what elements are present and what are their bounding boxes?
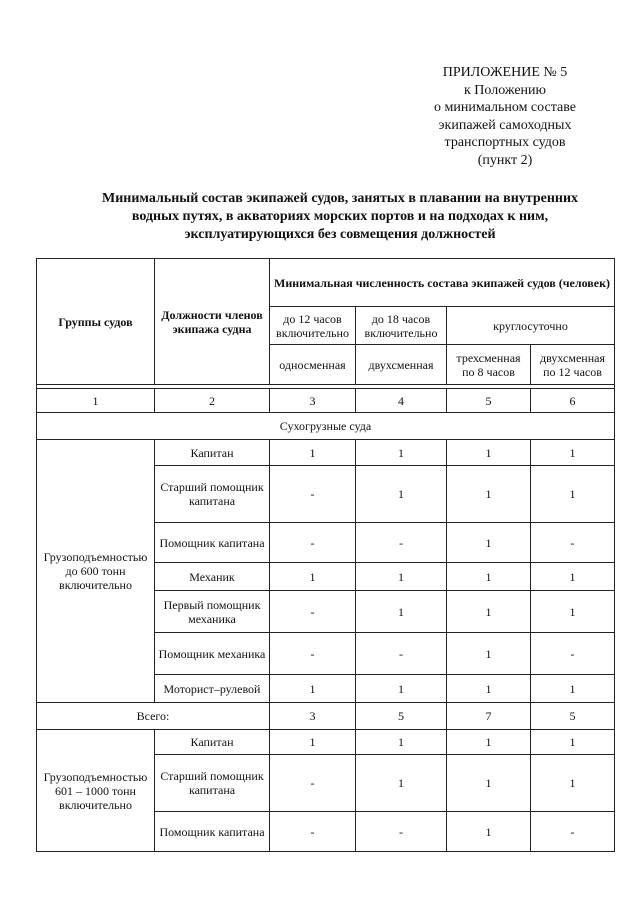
- position-cell: Механик: [155, 563, 270, 591]
- total-value: 3: [270, 703, 356, 730]
- header-round-clock: круглосуточно: [447, 307, 615, 345]
- header-positions: Должности членов экипажа судна: [155, 259, 270, 385]
- value-cell: -: [270, 812, 356, 852]
- value-cell: -: [531, 633, 615, 675]
- value-cell: 1: [531, 591, 615, 633]
- value-cell: -: [531, 812, 615, 852]
- header-double-shift: двухсменная: [356, 345, 447, 385]
- appendix-line: о минимальном составе: [434, 100, 576, 115]
- crew-table: [36, 258, 615, 852]
- value-cell: -: [531, 523, 615, 563]
- position-cell: Помощник капитана: [155, 812, 270, 852]
- value-cell: 1: [447, 675, 531, 703]
- title-line: водных путях, в акваториях морских портов и на подходах к ним,: [131, 209, 549, 224]
- position-cell: Капитан: [155, 440, 270, 466]
- value-cell: 1: [447, 466, 531, 523]
- value-cell: 1: [447, 523, 531, 563]
- column-numbers-row: [37, 389, 615, 413]
- value-cell: 1: [531, 466, 615, 523]
- position-cell: Старший помощник капитана: [155, 466, 270, 523]
- column-number: 1: [37, 389, 155, 413]
- column-number: 6: [531, 389, 615, 413]
- position-cell: Помощник механика: [155, 633, 270, 675]
- value-cell: 1: [356, 563, 447, 591]
- value-cell: -: [270, 466, 356, 523]
- appendix-line: транспортных судов: [444, 135, 566, 150]
- position-cell: Моторист–рулевой: [155, 675, 270, 703]
- table-row: [37, 730, 615, 755]
- appendix-line: экипажей самоходных: [438, 117, 572, 133]
- value-cell: 1: [531, 440, 615, 466]
- title-line: эксплуатирующихся без совмещения должностей: [184, 227, 496, 242]
- value-cell: 1: [447, 563, 531, 591]
- position-cell: Первый помощник механика: [155, 591, 270, 633]
- value-cell: 1: [447, 440, 531, 466]
- value-cell: 1: [270, 730, 356, 755]
- position-cell: Помощник капитана: [155, 523, 270, 563]
- column-number: 4: [356, 389, 447, 413]
- appendix-line: (пункт 2): [477, 152, 533, 168]
- appendix-line: ПРИЛОЖЕНИЕ № 5: [442, 65, 568, 80]
- value-cell: 1: [270, 440, 356, 466]
- value-cell: 1: [356, 440, 447, 466]
- position-cell: Капитан: [155, 730, 270, 755]
- group-name: Грузоподъемностью 601 – 1000 тонн включительно: [37, 730, 155, 852]
- title-line: Минимальный состав экипажей судов, занятых в плавании на внутренних: [101, 191, 579, 206]
- value-cell: 1: [447, 812, 531, 852]
- value-cell: -: [270, 755, 356, 812]
- value-cell: 1: [447, 591, 531, 633]
- value-cell: 1: [531, 730, 615, 755]
- header-upto18: до 18 часов включительно: [356, 307, 447, 345]
- value-cell: 1: [531, 755, 615, 812]
- value-cell: -: [270, 591, 356, 633]
- header-upto12: до 12 часов включительно: [270, 307, 356, 345]
- value-cell: 1: [447, 633, 531, 675]
- value-cell: 1: [447, 730, 531, 755]
- total-value: 7: [447, 703, 531, 730]
- position-cell: Старший помощник капитана: [155, 755, 270, 812]
- value-cell: -: [270, 523, 356, 563]
- section-title: Сухогрузные суда: [37, 413, 615, 440]
- header-groups: Группы судов: [37, 259, 155, 385]
- appendix-block: [395, 64, 615, 169]
- header-single-shift: односменная: [270, 345, 356, 385]
- total-value: 5: [531, 703, 615, 730]
- value-cell: 1: [531, 675, 615, 703]
- appendix-line: к Положению: [463, 82, 546, 98]
- header-min-crew: Минимальная численность состава экипажей судов (человек): [270, 259, 615, 307]
- value-cell: 1: [356, 730, 447, 755]
- table-row: [37, 440, 615, 466]
- header-triple-shift: трехсменная по 8 часов: [447, 345, 531, 385]
- value-cell: 1: [270, 563, 356, 591]
- column-number: 5: [447, 389, 531, 413]
- value-cell: 1: [270, 675, 356, 703]
- column-number: 3: [270, 389, 356, 413]
- value-cell: 1: [531, 563, 615, 591]
- total-value: 5: [356, 703, 447, 730]
- value-cell: 1: [447, 755, 531, 812]
- value-cell: -: [356, 812, 447, 852]
- value-cell: -: [356, 633, 447, 675]
- value-cell: 1: [356, 591, 447, 633]
- value-cell: 1: [356, 675, 447, 703]
- column-number: 2: [155, 389, 270, 413]
- total-label: Всего:: [37, 703, 270, 730]
- value-cell: 1: [356, 755, 447, 812]
- total-row: [37, 703, 615, 730]
- value-cell: -: [356, 523, 447, 563]
- document-title: [60, 190, 620, 244]
- group-name: Грузоподъемностью до 600 тонн включительно: [37, 440, 155, 703]
- header-double-shift-12: двухсменная по 12 часов: [531, 345, 615, 385]
- value-cell: 1: [356, 466, 447, 523]
- value-cell: -: [270, 633, 356, 675]
